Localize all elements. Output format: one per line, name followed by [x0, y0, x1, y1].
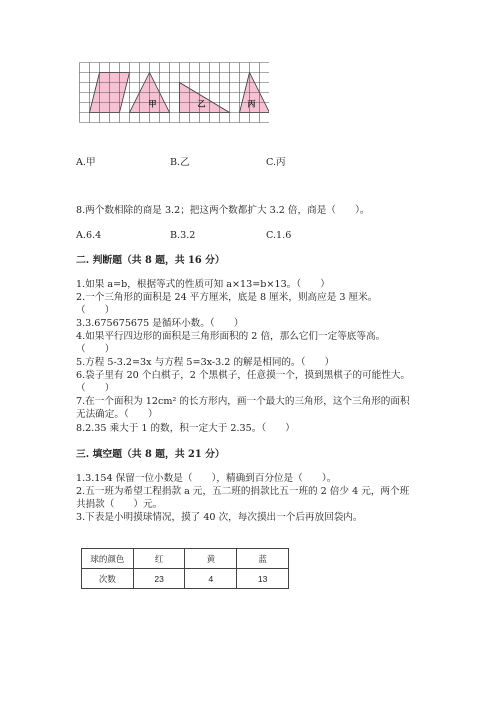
tf-line: （ ）: [76, 344, 115, 355]
fill-line: 1.3.154 保留一位小数是（ ），精确到百分位是（ ）。: [76, 473, 337, 484]
tf-line: 3.3.675675675 是循环小数。（ ）: [76, 318, 244, 329]
tf-line: 7.在一个面积为 12cm² 的长方形内，画一个最大的三角形，这个三角形的面积: [76, 396, 410, 407]
fill-line: 共捐款（ ）元。: [76, 499, 163, 510]
shape-label: 丙: [247, 98, 256, 109]
q7-option-b[interactable]: B.乙: [170, 157, 190, 168]
table-cell: 球的颜色: [82, 549, 134, 569]
tf-line: （ ）: [76, 305, 115, 316]
table-cell: 红: [133, 549, 185, 569]
section-2-title: 二. 判断题（共 8 题，共 16 分）: [76, 255, 225, 266]
tf-line: 5.方程 5-3.2=3x 与方程 5=3x-3.2 的解是相同的。（ ）: [76, 357, 335, 368]
tf-line: 8.2.35 乘大于 1 的数，积一定大于 2.35。（ ）: [76, 423, 295, 434]
table-row: [82, 569, 289, 589]
fill-line: 2.五一班为希望工程捐款 a 元，五二班的捐款比五一班的 2 倍少 4 元，两个班: [76, 486, 410, 497]
q8-option-b[interactable]: B.3.2: [170, 230, 196, 241]
q8-option-c[interactable]: C.1.6: [266, 230, 292, 241]
tf-line: 4.如果平行四边形的面积是三角形面积的 2 倍，那么它们一定等底等高。: [76, 331, 386, 342]
tf-line: 无法确定。（ ）: [76, 409, 158, 420]
table-cell: 次数: [82, 569, 134, 589]
tf-line: 2.一个三角形的面积是 24 平方厘米，底是 8 厘米，则高应是 3 厘米。: [76, 292, 378, 303]
ball-draw-table: [81, 548, 289, 589]
q7-option-a[interactable]: A.甲: [76, 157, 96, 168]
table-cell: 黄: [185, 549, 237, 569]
table-cell: 蓝: [237, 549, 289, 569]
table-cell: 23: [133, 569, 185, 589]
section-3-title: 三. 填空题（共 8 题，共 21 分）: [76, 449, 225, 460]
shape-label: 乙: [197, 98, 206, 109]
table-cell: 13: [237, 569, 289, 589]
shape-grid-figure: [79, 62, 269, 129]
shape-label: 甲: [148, 98, 157, 109]
fill-line: 3.下表是小明摸球情况，摸了 40 次，每次摸出一个后再放回袋内。: [76, 512, 363, 523]
tf-line: 6.袋子里有 20 个白棋子，2 个黑棋子，任意摸一个，摸到黑棋子的可能性大。: [76, 370, 411, 381]
tf-line: （ ）: [76, 383, 115, 394]
tf-line: 1.如果 a=b，根据等式的性质可知 a×13=b×13。（ ）: [76, 279, 330, 290]
q8-question: 8.两个数相除的商是 3.2；把这两个数都扩大 3.2 倍，商是（ ）。: [76, 205, 370, 216]
q7-option-c[interactable]: C.丙: [266, 157, 286, 168]
q8-option-a[interactable]: A.6.4: [76, 230, 102, 241]
table-cell: 4: [185, 569, 237, 589]
table-header-row: [82, 549, 289, 569]
